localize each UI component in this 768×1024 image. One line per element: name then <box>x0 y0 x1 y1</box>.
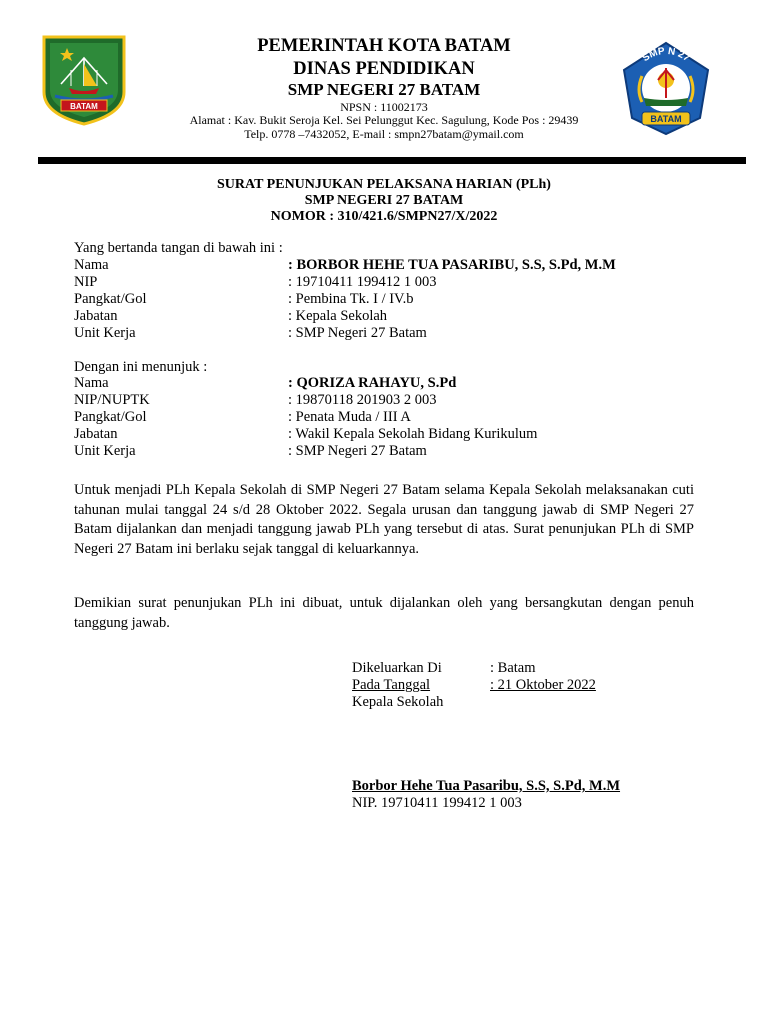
signatory-position-value: : Kepala Sekolah <box>288 308 388 324</box>
body-paragraph-assignment: Untuk menjadi PLh Kepala Sekolah di SMP Negeri 27 Batam selama Kepala Sekolah melaksanakan cuti tahunan mulai tanggal 24 s/d 28 Oktober 2022. Segala urusan dan tanggung jawab di SMP Negeri 27 Batam dijalankan dan menjadi tanggung jawab PLh yang tersebut di atas. Surat penunjukan PLh di SMP Negeri 27 Batam ini berlaku sejak tanggal di keluarkannya. <box>74 482 694 557</box>
signatory-name-label: Nama <box>74 257 109 273</box>
signatory-unit-value: : SMP Negeri 27 Batam <box>288 325 427 341</box>
school-emblem-logo <box>620 40 712 136</box>
appointee-position-value: : Wakil Kepala Sekolah Bidang Kurikulum <box>288 426 538 442</box>
svg-text:SMP N 27: SMP N 27 <box>640 45 692 65</box>
signatory-nip-label: NIP <box>74 274 98 290</box>
signatory-rank-label: Pangkat/Gol <box>74 291 147 307</box>
appointee-name-value: : QORIZA RAHAYU, S.Pd <box>288 375 457 391</box>
svg-text:BATAM: BATAM <box>70 102 98 111</box>
signer-position: Kepala Sekolah <box>352 694 444 710</box>
batam-city-emblem-logo <box>41 34 127 126</box>
letterhead-government-name: PEMERINTAH KOTA BATAM <box>257 36 511 56</box>
signatory-intro: Yang bertanda tangan di bawah ini : <box>74 240 283 256</box>
appointee-intro: Dengan ini menunjuk : <box>74 359 208 375</box>
issued-at-label: Dikeluarkan Di <box>352 660 442 676</box>
appointee-name-label: Nama <box>74 375 109 391</box>
signer-nip: NIP. 19710411 199412 1 003 <box>352 795 522 811</box>
issued-at-value: : Batam <box>490 660 536 676</box>
letterhead-address: Alamat : Kav. Bukit Seroja Kel. Sei Pelunggut Kec. Sagulung, Kode Pos : 29439 <box>189 113 579 127</box>
signatory-position-label: Jabatan <box>74 308 118 324</box>
appointee-nip-value: : 19870118 201903 2 003 <box>288 392 437 408</box>
letter-title: SURAT PENUNJUKAN PELAKSANA HARIAN (PLh) <box>217 177 551 192</box>
signer-name: Borbor Hehe Tua Pasaribu, S.S, S.Pd, M.M <box>352 778 621 794</box>
signatory-nip-value: : 19710411 199412 1 003 <box>288 274 437 290</box>
signatory-unit-label: Unit Kerja <box>74 325 136 341</box>
signatory-name-value: : BORBOR HEHE TUA PASARIBU, S.S, S.Pd, M.M <box>288 257 616 273</box>
letter-subtitle: SMP NEGERI 27 BATAM <box>304 193 464 208</box>
letterhead-divider <box>38 157 746 164</box>
appointee-position-label: Jabatan <box>74 426 118 442</box>
letterhead-npsn: NPSN : 11002173 <box>340 100 428 114</box>
issued-date-label: Pada Tanggal <box>352 677 431 693</box>
appointee-nip-label: NIP/NUPTK <box>74 392 150 408</box>
appointee-rank-label: Pangkat/Gol <box>74 409 147 425</box>
letter-number: NOMOR : 310/421.6/SMPN27/X/2022 <box>270 209 498 224</box>
issued-date-value: : 21 Oktober 2022 <box>490 677 596 693</box>
body-paragraph-closing: Demikian surat penunjukan PLh ini dibuat, untuk dijalankan oleh yang bersangkutan dengan penuh tanggung jawab. <box>74 595 694 631</box>
appointee-unit-label: Unit Kerja <box>74 443 136 459</box>
svg-text:BATAM: BATAM <box>650 114 682 124</box>
letterhead-department: DINAS PENDIDIKAN <box>293 59 475 79</box>
signatory-rank-value: : Pembina Tk. I / IV.b <box>288 291 414 307</box>
letterhead-contact: Telp. 0778 –7432052, E-mail : smpn27batam@ymail.com <box>244 127 524 141</box>
appointee-unit-value: : SMP Negeri 27 Batam <box>288 443 427 459</box>
appointee-rank-value: : Penata Muda / III A <box>288 409 411 425</box>
letterhead-school-name: SMP NEGERI 27 BATAM <box>287 80 481 99</box>
